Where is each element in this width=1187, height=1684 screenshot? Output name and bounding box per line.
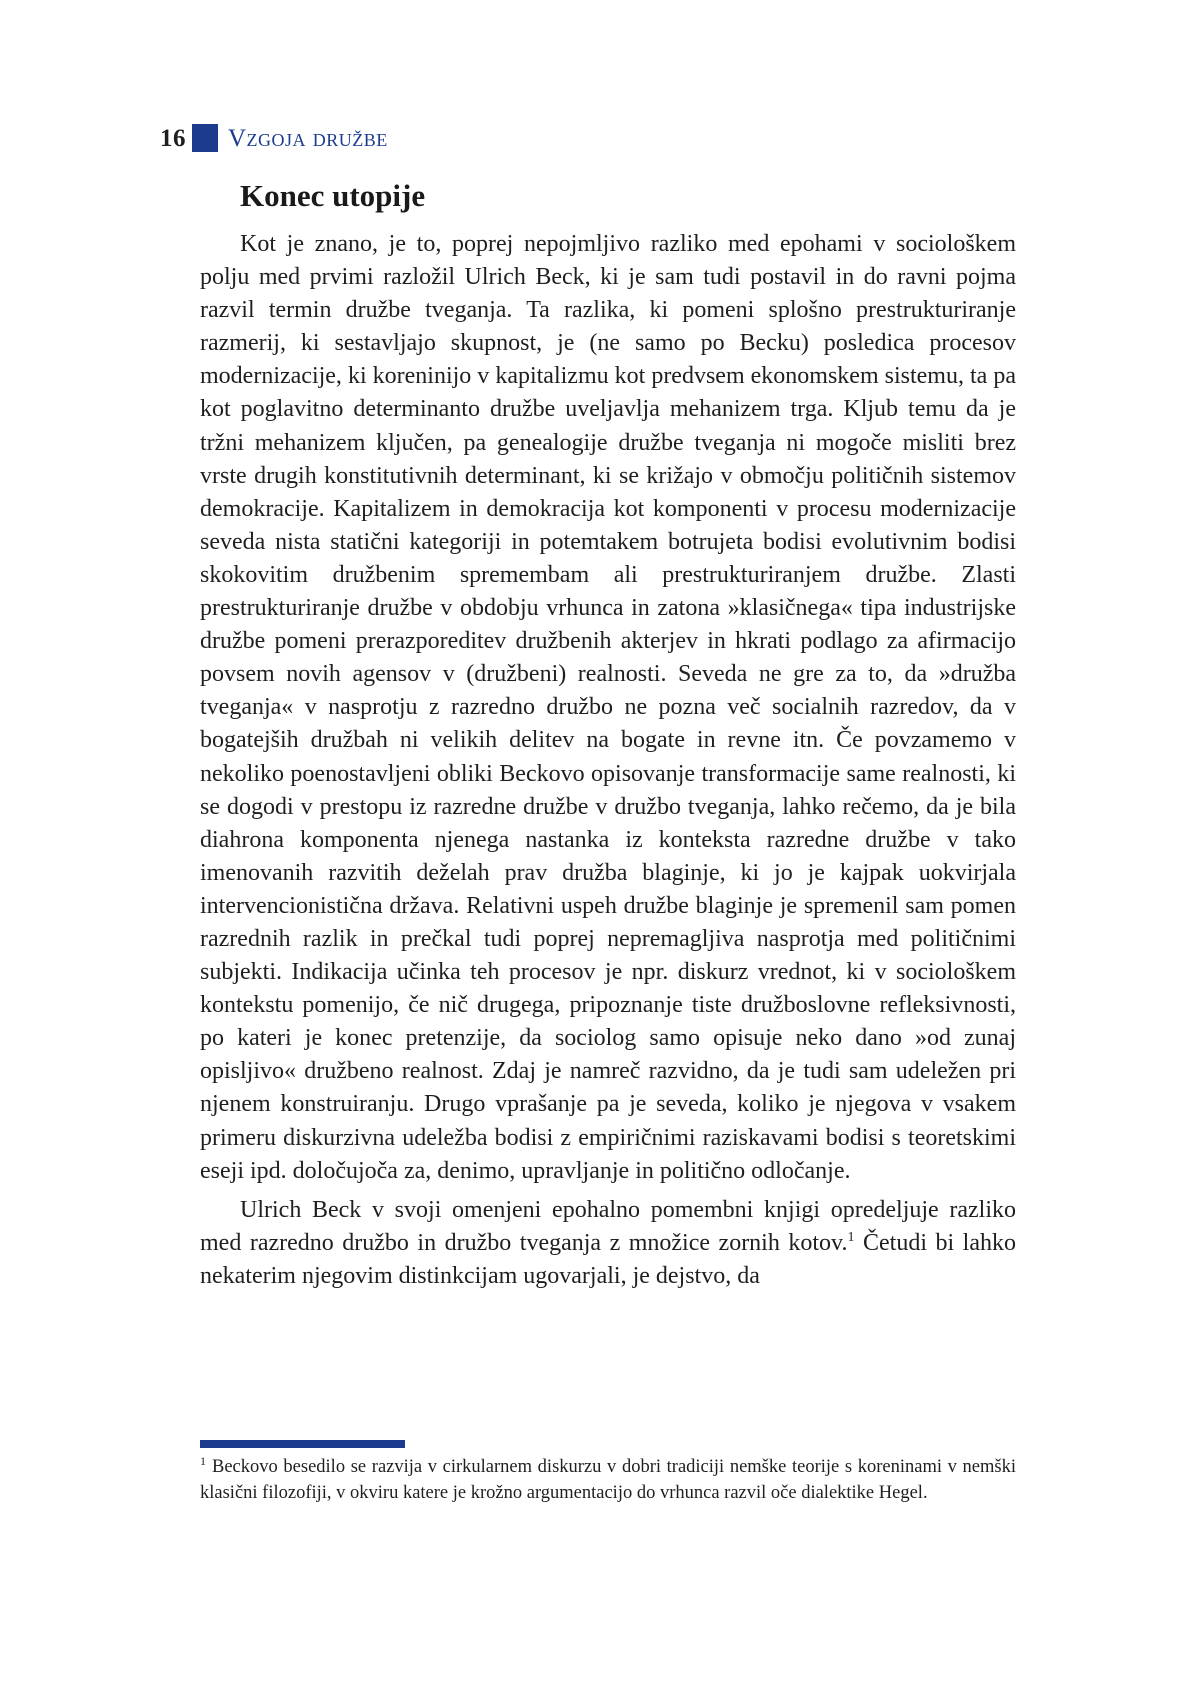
footnote-text: Beckovo besedilo se razvija v cirkularnem diskurzu v dobri tradiciji nemške teorije s koreninami v nemški klasični filozofiji, v okviru katere je krožno argumentacijo do vrhunca razvil oče dialektike Hegel. bbox=[200, 1457, 1016, 1503]
paragraph bbox=[200, 1194, 1016, 1293]
footnote-reference[interactable]: 1 bbox=[847, 1229, 855, 1245]
paragraph-text: Ulrich Beck v svoji omenjeni epohalno pomembni knjigi opredeljuje razliko med razredno družbo in družbo tveganja z množice zornih kotov. bbox=[200, 1196, 1016, 1256]
running-title: Vzgoja družbe bbox=[228, 125, 388, 152]
paragraph-text: Četudi bi lahko nekaterim njegovim distinkcijam ugovarjali, je dejstvo, da bbox=[200, 1229, 1017, 1289]
footnote bbox=[200, 1454, 1016, 1506]
body-text bbox=[200, 228, 1016, 1293]
paragraph: Kot je znano, je to, poprej nepojmljivo razliko med epohami v sociološkem polju med prvimi razložil Ulrich Beck, ki je sam tudi postavil in do ravni pojma razvil termin družbe tveganja. Ta razlika, ki pomeni splošno prestrukturiranje razmerij, ki sestavljajo skupnost, je (ne samo po Becku) posledica procesov modernizacije, ki koreninijo v kapitalizmu kot predvsem ekonomskem sistemu, ta pa kot poglavitno determinanto družbe uveljavlja mehanizem trga. Kljub temu da je tržni mehanizem ključen, pa genealogije družbe tveganja ni mogoče misliti brez vrste drugih konstitutivnih determinant, ki se križajo v območju političnih sistemov demokracije. Kapitalizem in demokracija kot komponenti v procesu modernizacije seveda nista statični kategoriji in potemtakem botrujeta bodisi evolutivnim bodisi skokovitim družbenim spremembam ali prestrukturiranjem družbe. Zlasti prestrukturiranje družbe v obdobju vrhunca in zatona »klasičnega« tipa industrijske družbe pomeni prerazporeditev družbenih akterjev in hkrati podlago za afirmacijo povsem novih agensov v (družbeni) realnosti. Seveda ne gre za to, da »družba tveganja« v nasprotju z razredno družbo ne pozna več socialnih razredov, da v bogatejših družbah ni velikih delitev na bogate in revne itn. Če povzamemo v nekoliko poenostavljeni obliki Beckovo opisovanje transformacije same realnosti, ki se dogodi v prestopu iz razredne družbe v družbo tveganja, lahko rečemo, da je bila diahrona komponenta njenega nastanka iz konteksta razredne družbe v tako imenovanih razvitih deželah prav družba blaginje, ki jo je kajpak uokvirjala intervencionistična država. Relativni uspeh družbe blaginje je spremenil sam pomen razrednih razlik in prečkal tudi poprej nepremagljiva nasprotja med političnimi subjekti. Indikacija učinka teh procesov je npr. diskurz vrednot, ki v sociološkem kontekstu pomenijo, če nič drugega, pripoznanje tiste družboslovne refleksivnosti, po kateri je konec pretenzije, da sociolog samo opisuje neko dano »od zunaj opisljivo« družbeno realnost. Zdaj je namreč razvidno, da je tudi sam udeležen pri njenem konstruiranju. Drugo vprašanje pa je seveda, koliko je njegova v vsakem primeru diskurzivna udeležba bodisi z empiričnimi raziskavami bodisi s teoretskimi eseji ipd. določujoča za, denimo, upravljanje in politično odločanje. bbox=[200, 231, 1016, 1184]
page-number: 16 bbox=[160, 125, 186, 152]
section-heading: Konec utopije bbox=[240, 178, 426, 213]
footnote-divider bbox=[200, 1440, 405, 1448]
running-head-square bbox=[192, 124, 218, 152]
footnote-marker: 1 bbox=[200, 1453, 206, 1468]
running-head bbox=[160, 120, 388, 154]
